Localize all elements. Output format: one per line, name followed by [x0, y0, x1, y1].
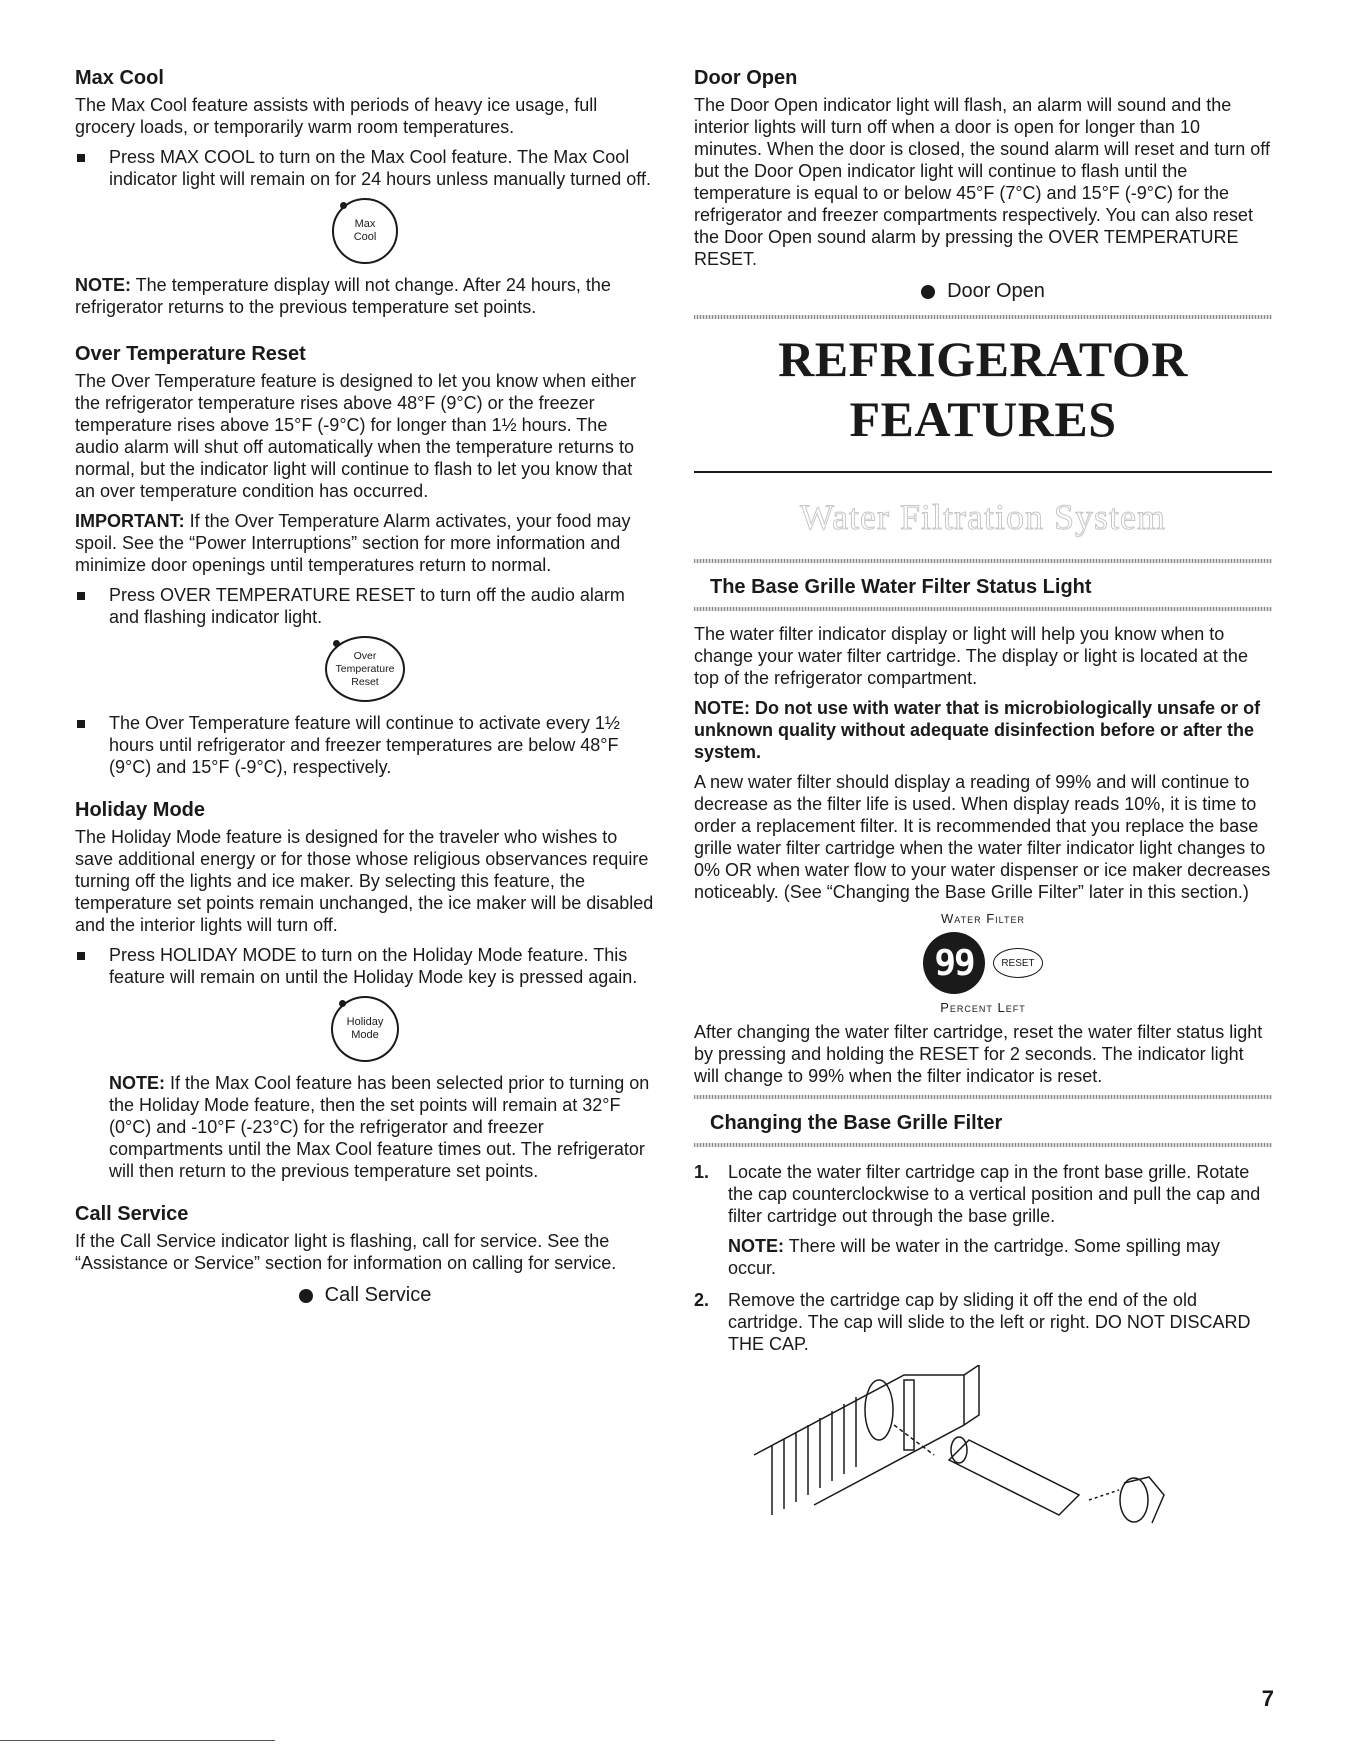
left-column [75, 66, 655, 1319]
over-temperature-bullet-2: The Over Temperature feature will continue to activate every 1½ hours until refrigerator and freezer temperatures are below 48°F (9°C) and 15°F (-9°C), respectively. [75, 712, 655, 778]
holiday-mode-intro: The Holiday Mode feature is designed for the traveler who wishes to save additional energy or for those whose religious observances require turning off the lights and ice maker. By selecting this feature, the temperature set points remain unchanged, the ice maker will be disabled and the interior lights will turn off. [75, 827, 654, 935]
door-open-text: The Door Open indicator light will flash, an alarm will sound and the interior lights will turn off when a door is open for longer than 10 minutes. When the door is closed, the sound alarm will reset and turn off but the Door Open indicator light will continue to flash until the temperature is equal to or below 45°F (7°C) and 15°F (-9°C) for the refrigerator and freezer compartments respectively. You can also reset the Door Open sound alarm by pressing the OVER TEMPERATURE RESET. [694, 95, 1270, 269]
indicator-dot-icon [340, 202, 347, 209]
bullet-square-icon [77, 592, 85, 600]
over-temperature-bullet-1: Press OVER TEMPERATURE RESET to turn off the audio alarm and flashing indicator light. [75, 584, 655, 628]
filter-status-p1: The water filter indicator display or light will help you know when to change your water filter cartridge. The display or light is located at the top of the refrigerator compartment. [694, 624, 1248, 688]
bullet-square-icon [77, 720, 85, 728]
divider [694, 471, 1272, 473]
footer-line [0, 1740, 275, 1741]
water-filter-percent-display: 99 [923, 932, 985, 994]
call-service-section [75, 1202, 655, 1307]
holiday-mode-button[interactable]: Holiday Mode [331, 996, 399, 1062]
filter-status-heading: The Base Grille Water Filter Status Light [710, 576, 1092, 598]
step-note: NOTE: There will be water in the cartridge. Some spilling may occur. [728, 1236, 1220, 1278]
max-cool-button[interactable]: Max Cool [332, 198, 398, 264]
max-cool-note: NOTE: The temperature display will not change. After 24 hours, the refrigerator returns to the previous temperature set points. [75, 275, 611, 317]
filter-status-section [694, 559, 1272, 1087]
changing-filter-section [694, 1095, 1272, 1540]
divider [694, 315, 1272, 319]
over-temperature-reset-button[interactable]: Over Temperature Reset [325, 636, 405, 702]
list-item: 1. Locate the water filter cartridge cap in the front base grille. Rotate the cap counterclockwise to a vertical position and pull the cap and filter cartridge out through the base grille. NOTE: There will be water in the cartridge. Some spilling may occur. [694, 1161, 1272, 1279]
call-service-indicator: Call Service [75, 1284, 655, 1307]
holiday-mode-note: NOTE: If the Max Cool feature has been selected prior to turning on the Holiday Mode feature, then the set points will remain at 32°F (0°C) and -10°F (-23°C) for the refrigerator and freezer compartments until the Max Cool feature times out. The refrigerator will then return to the previous temperature set points. [109, 1073, 650, 1181]
reset-button[interactable]: RESET [993, 948, 1043, 978]
door-open-section [694, 66, 1272, 303]
changing-filter-heading: Changing the Base Grille Filter [710, 1112, 1003, 1134]
divider [694, 1143, 1272, 1147]
door-open-indicator: Door Open [694, 280, 1272, 303]
filter-status-p3: After changing the water filter cartridge, reset the water filter status light by pressing and holding the RESET for 2 seconds. The indicator light will change to 99% when the filter indicator is reset. [694, 1022, 1263, 1086]
filter-status-p2: A new water filter should display a reading of 99% and will continue to decrease as the filter life is used. When display reads 10%, it is time to order a replacement filter. It is recommended that you replace the base grille water filter cartridge when the water filter indicator light changes to 0% OR when water flow to your water dispenser or ice maker decreases noticeably. (See “Changing the Base Grille Filter” later in this section.) [694, 772, 1271, 902]
over-temperature-section [75, 342, 655, 778]
max-cool-bullet: Press MAX COOL to turn on the Max Cool feature. The Max Cool indicator light will remain on for 24 hours unless manually turned off. [75, 146, 655, 190]
changing-filter-steps [694, 1161, 1272, 1355]
bullet-square-icon [77, 154, 85, 162]
max-cool-heading: Max Cool [75, 67, 164, 89]
indicator-light-icon [299, 1289, 313, 1303]
divider [694, 607, 1272, 611]
indicator-dot-icon [339, 1000, 346, 1007]
over-temperature-intro: The Over Temperature feature is designed to let you know when either the refrigerator temperature rises above 48°F (9°C) or the freezer temperature rises above 15°F (-9°C) for longer than 1½ hours. The audio alarm will shut off automatically when the temperature returns to normal, but the indicator light will continue to flash to let you know that an over temperature condition has occurred. [75, 371, 636, 501]
over-temperature-heading: Over Temperature Reset [75, 343, 306, 365]
section-banner: REFRIGERATOR FEATURES [778, 331, 1188, 447]
call-service-text: If the Call Service indicator light is flashing, call for service. See the “Assistance or Service” section for information on calling for service. [75, 1231, 617, 1273]
display-caption-bottom: Percent Left [940, 1000, 1026, 1015]
water-filter-display-figure [694, 911, 1272, 1015]
door-open-heading: Door Open [694, 67, 798, 89]
subsection-banner: Water Filtration System [799, 497, 1167, 537]
filter-cartridge-illustration [694, 1365, 1272, 1535]
filter-status-warning: NOTE: Do not use with water that is microbiologically unsafe or of unknown quality without adequate disinfection before or after the system. [694, 698, 1261, 762]
list-item: 2. Remove the cartridge cap by sliding it off the end of the old cartridge. The cap will slide to the left or right. DO NOT DISCARD THE CAP. [694, 1290, 1251, 1354]
holiday-mode-heading: Holiday Mode [75, 799, 206, 821]
right-column [694, 66, 1272, 1540]
over-temperature-important: IMPORTANT: If the Over Temperature Alarm activates, your food may spoil. See the “Power Interruptions” section for more information and minimize door openings until temperatures return to normal. [75, 511, 631, 575]
page-number: 7 [1261, 1686, 1274, 1711]
holiday-mode-bullet: Press HOLIDAY MODE to turn on the Holiday Mode feature. This feature will remain on until the Holiday Mode key is pressed again. [75, 944, 655, 988]
indicator-dot-icon [333, 640, 340, 647]
call-service-heading: Call Service [75, 1203, 189, 1225]
holiday-mode-section [75, 798, 655, 1182]
indicator-light-icon [921, 285, 935, 299]
max-cool-section [75, 66, 655, 318]
bullet-square-icon [77, 952, 85, 960]
display-caption-top: Water Filter [941, 911, 1025, 926]
max-cool-intro: The Max Cool feature assists with periods of heavy ice usage, full grocery loads, or temporarily warm room temperatures. [75, 95, 598, 137]
